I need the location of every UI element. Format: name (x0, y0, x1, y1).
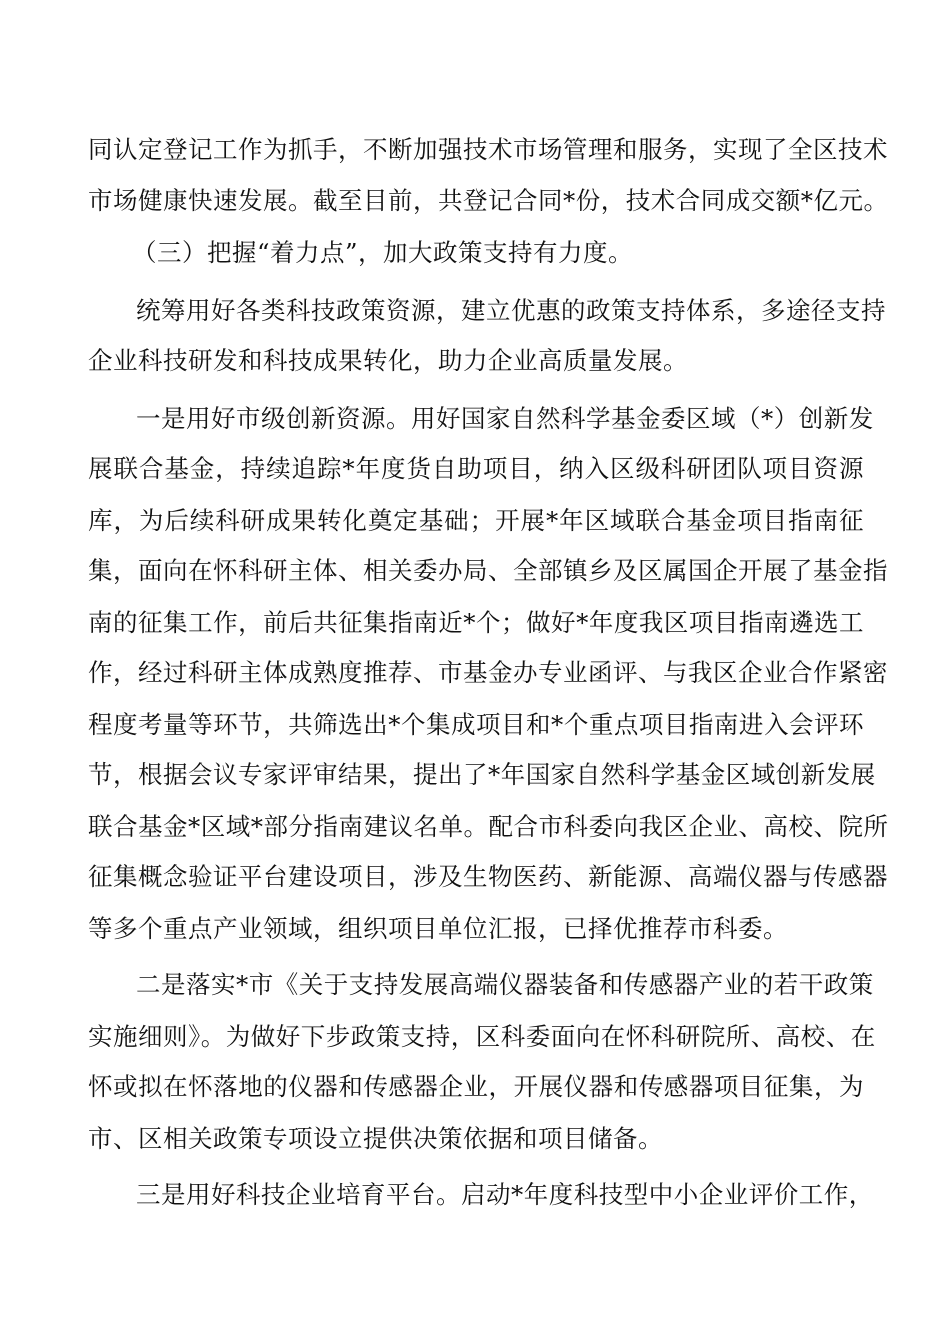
body-text-line: 联合基金*区域*部分指南建议名单。配合市科委向我区企业、高校、院所 (88, 812, 889, 841)
body-text-line: 统筹用好各类科技政策资源，建立优惠的政策支持体系，多途径支持 (136, 296, 886, 325)
body-text-line: 展联合基金，持续追踪*年度货自助项目，纳入区级科研团队项目资源 (88, 454, 864, 483)
body-text-line: 企业科技研发和科技成果转化，助力企业高质量发展。 (88, 346, 688, 375)
body-text-line: 程度考量等环节，共筛选出*个集成项目和*个重点项目指南进入会评环 (88, 710, 864, 739)
body-text-line: 节，根据会议专家评审结果，提出了*年国家自然科学基金区域创新发展 (88, 760, 876, 789)
body-text-line: 二是落实*市《关于支持发展高端仪器装备和传感器产业的若干政策 (136, 970, 874, 999)
body-text-line: 集，面向在怀科研主体、相关委办局、全部镇乡及区属国企开展了基金指 (88, 556, 888, 585)
body-text-line: 库，为后续科研成果转化奠定基础；开展*年区域联合基金项目指南征 (88, 506, 864, 535)
body-text-line: 一是用好市级创新资源。用好国家自然科学基金委区域（*）创新发 (136, 404, 874, 433)
body-text-line: 实施细则》。为做好下步政策支持，区科委面向在怀科研院所、高校、在 (88, 1022, 876, 1051)
body-text-line: 怀或拟在怀落地的仪器和传感器企业，开展仪器和传感器项目征集，为 (88, 1072, 864, 1101)
body-text-line: 作，经过科研主体成熟度推荐、市基金办专业函评、与我区企业合作紧密 (88, 658, 888, 687)
body-text-line: 南的征集工作，前后共征集指南近*个；做好*年度我区项目指南遴选工 (88, 608, 864, 637)
body-text-line: 三是用好科技企业培育平台。启动*年度科技型中小企业评价工作， (136, 1180, 874, 1209)
body-text-line: 征集概念验证平台建设项目，涉及生物医药、新能源、高端仪器与传感器 (88, 862, 888, 891)
body-text-line: 同认定登记工作为抓手，不断加强技术市场管理和服务，实现了全区技术 (88, 135, 888, 164)
body-text-line: 等多个重点产业领域，组织项目单位汇报，已择优推荐市科委。 (88, 914, 788, 943)
body-text-line: 市场健康快速发展。截至目前，共登记合同*份，技术合同成交额*亿元。 (88, 186, 889, 215)
section-heading: （三）把握“着力点”，加大政策支持有力度。 (132, 238, 634, 267)
body-text-line: 市、区相关政策专项设立提供决策依据和项目储备。 (88, 1124, 663, 1153)
